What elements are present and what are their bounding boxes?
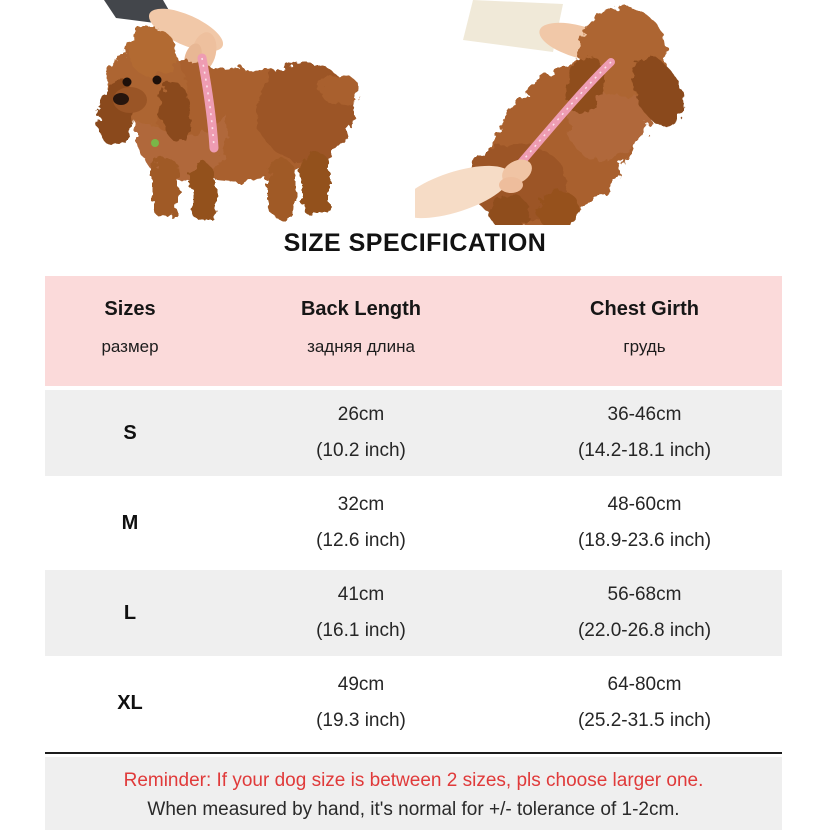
back-length-cell	[215, 480, 507, 566]
dog-side-illustration	[94, 28, 360, 220]
chest-girth-inch: (14.2-18.1 inch)	[577, 440, 712, 461]
reminder-footer	[45, 757, 782, 830]
back-length-cell	[215, 660, 507, 746]
size-label: S	[123, 421, 137, 444]
back-length-cm: 26cm	[337, 404, 385, 425]
column-header-chest-girth	[507, 276, 782, 386]
table-header-row	[45, 276, 782, 386]
chest-girth-inch: (18.9-23.6 inch)	[577, 530, 712, 551]
chest-girth-cm: 64-80cm	[607, 674, 682, 695]
column-header-back-length	[215, 276, 507, 386]
back-length-inch: (12.6 inch)	[316, 530, 406, 551]
chest-girth-cm: 56-68cm	[607, 584, 682, 605]
chest-girth-cell	[507, 480, 782, 566]
page-title: SIZE SPECIFICATION	[283, 229, 547, 257]
back-length-cm: 41cm	[337, 584, 385, 605]
size-table	[45, 276, 782, 750]
back-length-cm: 49cm	[337, 674, 385, 695]
sizes-label-ru: размер	[101, 337, 159, 356]
back-length-inch: (16.1 inch)	[316, 620, 406, 641]
chest-girth-inch: (22.0-26.8 inch)	[577, 620, 712, 641]
back-length-cell	[215, 570, 507, 656]
dog-eye	[123, 78, 132, 87]
column-header-sizes	[45, 276, 215, 386]
chest-girth-cell	[507, 660, 782, 746]
back-length-label-ru: задняя длина	[307, 337, 415, 356]
table-row-xl	[45, 660, 782, 746]
chest-girth-cell	[507, 390, 782, 476]
dog-side-back-length-photo	[0, 0, 410, 225]
tolerance-text: When measured by hand, it's normal for +/- tolerance of 1-2cm.	[147, 799, 680, 820]
back-length-inch: (10.2 inch)	[316, 440, 406, 461]
table-row-m	[45, 480, 782, 566]
back-length-cm: 32cm	[337, 494, 385, 515]
size-label: M	[121, 511, 139, 534]
chest-girth-cm: 48-60cm	[607, 494, 682, 515]
table-row-s	[45, 390, 782, 476]
dog-top-back-measure-photo	[415, 0, 830, 225]
chest-girth-label-en: Chest Girth	[590, 298, 699, 320]
chest-girth-cm: 36-46cm	[607, 404, 682, 425]
back-length-cell	[215, 390, 507, 476]
reminder-text: Reminder: If your dog size is between 2 sizes, pls choose larger one.	[123, 770, 704, 791]
table-row-l	[45, 570, 782, 656]
footer-divider-line	[45, 752, 782, 754]
chest-girth-inch: (25.2-31.5 inch)	[577, 710, 712, 731]
size-label: XL	[117, 691, 143, 714]
chest-girth-cell	[507, 570, 782, 656]
sizes-label-en: Sizes	[104, 298, 156, 320]
back-length-inch: (19.3 inch)	[316, 710, 406, 731]
size-label: L	[123, 601, 137, 624]
chest-girth-label-ru: грудь	[623, 337, 666, 356]
dog-nose	[113, 93, 129, 105]
dog-eye	[153, 76, 162, 85]
back-length-label-en: Back Length	[300, 298, 422, 320]
